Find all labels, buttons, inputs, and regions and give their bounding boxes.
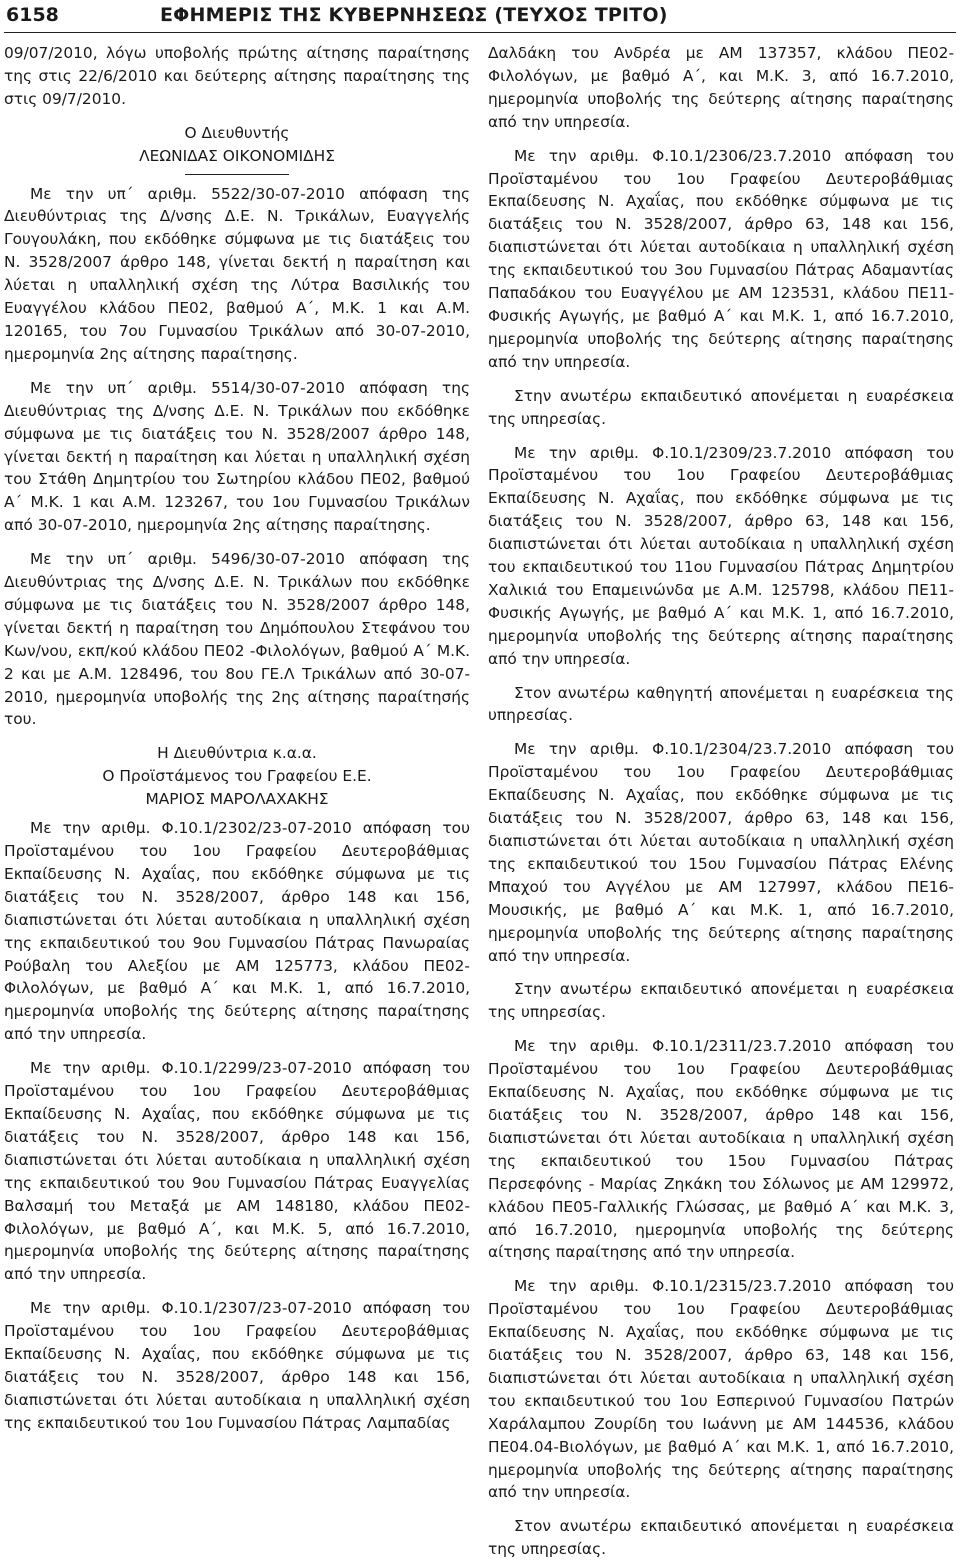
signature-line: Η Διευθύντρια κ.α.α.: [157, 744, 317, 763]
decision-paragraph: Με την αριθμ. Φ.10.1/2311/23.7.2010 απόφαση του Προϊσταμένου του 1ου Γραφείου Δευτεροβάθμιας Εκπαίδευσης Ν. Αχαΐας, που εκδόθηκε σύμφωνα με τις διατάξεις του Ν. 3528/2007, άρθρο 148 και 156, διαπιστώνεται ότι λύεται αυτοδίκαια η υπαλληλική σχέση της εκπαιδευτικού του 15ου Γυμνασίου Πάτρας Περσεφόνης - Μαρίας Ζηκάκη του Σόλωνος με ΑΜ 129972, κλάδου ΠΕ05-Γαλλικής Γλώσσας, με βαθμό Α΄ και Μ.Κ. 3, από 16.7.2010, ημερομηνία υποβολής της δεύτερης αίτησης παραίτησης από την υπηρεσία.: [488, 1037, 954, 1262]
page-header: [0, 0, 960, 34]
commendation-paragraph: Στην ανωτέρω εκπαιδευτικό απονέμεται η ευαρέσκεια της υπηρεσίας.: [488, 386, 954, 428]
signature-title: Ο Διευθυντής: [184, 123, 290, 142]
decision-paragraph: Με την αριθμ. Φ.10.1/2309/23.7.2010 απόφαση του Προϊσταμένου του 1ου Γραφείου Δευτεροβάθμιας Εκπαίδευσης Ν. Αχαΐας, που εκδόθηκε σύμφωνα με τις διατάξεις του Ν. 3528/2007, άρθρο 63, 148 και 156, διαπιστώνεται ότι λύεται αυτοδίκαια η υπαλληλική σχέση του εκπαιδευτικού του 11ου Γυμνασίου Πάτρας Δημητρίου Χαλικιά του Επαμεινώνδα με Α.Μ. 125798, κλάδου ΠΕ11-Φυσικής Αγωγής, με βαθμό Α΄ και Μ.Κ. 1, από 16.7.2010, ημερομηνία υποβολής της δεύτερης αίτησης παραίτησης από την υπηρεσία.: [488, 443, 954, 668]
decision-paragraph: Με την αριθμ. Φ.10.1/2307/23-07-2010 απόφαση του Προϊσταμένου του 1ου Γραφείου Δευτεροβάθμιας Εκπαίδευσης Ν. Αχαΐας, που εκδόθηκε σύμφωνα με τις διατάξεις του Ν. 3528/2007, άρθρο 148 και 156, διαπιστώνεται ότι λύεται αυτοδίκαια η υπαλληλική σχέση της εκπαιδευτικού του 1ου Γυμνασίου Πάτρας Λαμπαδίας: [4, 1299, 470, 1432]
commendation-paragraph: Στον ανωτέρω καθηγητή απονέμεται η ευαρέσκεια της υπηρεσίας.: [488, 683, 954, 725]
gazette-title: ΕΦΗΜΕΡΙΣ ΤΗΣ ΚΥΒΕΡΝΗΣΕΩΣ (ΤΕΥΧΟΣ ΤΡΙΤΟ): [160, 4, 668, 26]
section-divider: [185, 174, 289, 175]
commendation-paragraph: Στον ανωτέρω εκπαιδευτικό απονέμεται η ευαρέσκεια της υπηρεσίας.: [488, 1517, 954, 1559]
left-column: [4, 42, 470, 1446]
decision-paragraph: Με την αριθμ. Φ.10.1/2302/23-07-2010 απόφαση του Προϊσταμένου του 1ου Γραφείου Δευτεροβάθμιας Εκπαίδευσης Ν. Αχαΐας, που εκδόθηκε σύμφωνα με τις διατάξεις του Ν. 3528/2007, άρθρο 148 και 156, διαπιστώνεται ότι λύεται αυτοδίκαια η υπαλληλική σχέση της εκπαιδευτικού του 9ου Γυμνασίου Πάτρας Πανωραίας Ρούβαλη του Αλεξίου με ΑΜ 125773, κλάδου ΠΕ02-Φιλολόγων, με βαθμό Α΄ και Μ.Κ. 1, από 16.7.2010, ημερομηνία υποβολής της δεύτερης αίτησης παραίτησης από την υπηρεσία.: [4, 819, 470, 1044]
decision-paragraph: Με την αριθμ. Φ.10.1/2306/23.7.2010 απόφαση του Προϊσταμένου του 1ου Γραφείου Δευτεροβάθμιας Εκπαίδευσης Ν. Αχαΐας, που εκδόθηκε σύμφωνα με τις διατάξεις του Ν. 3528/2007, άρθρο 63, 148 και 156, διαπιστώνεται ότι λύεται αυτοδίκαια η υπαλληλική σχέση της εκπαιδευτικού του 3ου Γυμνασίου Πάτρας Αδαμαντίας Παπαδάκου του Ευαγγέλου με ΑΜ 123531, κλάδου ΠΕ11-Φυσικής Αγωγής, με βαθμό Α΄ και Μ.Κ. 1, από 16.7.2010, ημερομηνία υποβολής της δεύτερης αίτησης παραίτησης από την υπηρεσία.: [488, 146, 954, 371]
decision-paragraph: Δαλδάκη του Ανδρέα με ΑΜ 137357, κλάδου ΠΕ02-Φιλολόγων, με βαθμό Α΄, και Μ.Κ. 3, από 16.7.2010, ημερομηνία υποβολής της δεύτερης αίτησης παραίτησης από την υπηρεσία.: [488, 44, 954, 131]
decision-paragraph: Με την υπ΄ αριθμ. 5496/30-07-2010 απόφαση της Διευθύντριας της Δ/νσης Δ.Ε. Ν. Τρικάλων που εκδόθηκε σύμφωνα με τις διατάξεις του Ν. 3528/2007 άρθρο 148, γίνεται δεκτή η παραίτηση του Δημόπουλου Στεφάνου του Κων/νου, εκπ/κού κλάδου ΠΕ02 -Φιλολόγων, βαθμού Α΄ Μ.Κ. 2 και με Α.Μ. 128496, του 8ου ΓΕ.Λ Τρικάλων από 30-07-2010, ημερομηνία υποβολής της 2ης αίτησης παραίτησής του.: [4, 550, 470, 729]
decision-paragraph: Με την αριθμ. Φ.10.1/2315/23.7.2010 απόφαση του Προϊσταμένου του 1ου Γραφείου Δευτεροβάθμιας Εκπαίδευσης Ν. Αχαΐας, που εκδόθηκε σύμφωνα με τις διατάξεις του Ν. 3528/2007, άρθρο 63, 148 και 156, διαπιστώνεται ότι λύεται αυτοδίκαια η υπαλληλική σχέση του εκπαιδευτικού του 1ου Εσπερινού Γυμνασίου Πατρών Χαράλαμπου Ζουρίδη του Ιωάννη με ΑΜ 144536, κλάδου ΠΕ04.04-Βιολόγων, με βαθμό Α΄ και Μ.Κ. 1, από 16.7.2010, ημερομηνία υποβολής της δεύτερης αίτησης παραίτησης από την υπηρεσία.: [488, 1277, 954, 1502]
decision-paragraph: Με την υπ΄ αριθμ. 5522/30-07-2010 απόφαση της Διευθύντριας της Δ/νσης Δ.Ε. Ν. Τρικάλων, Ευαγγελής Γουγουλάκη, που εκδόθηκε σύμφωνα με τις διατάξεις του Ν. 3528/2007 άρθρο 148, γίνεται δεκτή η παραίτηση και λύεται η υπαλληλική σχέση της Λύτρα Βασιλικής του Ευαγγέλου κλάδου ΠΕ02, βαθμού Α΄, Μ.Κ. 1 και Α.Μ. 120165, του 7ου Γυμνασίου Τρικάλων από 30-07-2010, ημερομηνία 2ης αίτησης παραίτησης.: [4, 184, 470, 363]
decision-paragraph: Με την αριθμ. Φ.10.1/2299/23-07-2010 απόφαση του Προϊσταμένου του 1ου Γραφείου Δευτεροβάθμιας Εκπαίδευσης Ν. Αχαΐας, που εκδόθηκε σύμφωνα με τις διατάξεις του Ν. 3528/2007, άρθρο 148 και 156, διαπιστώνεται ότι λύεται αυτοδίκαια η υπαλληλική σχέση της εκπαιδευτικού του 9ου Γυμνασίου Πάτρας Ευαγγελίας Βαλσαμή του Μεταξά με ΑΜ 148180, κλάδου ΠΕ02-Φιλολόγων, με βαθμό Α΄, και Μ.Κ. 5, από 16.7.2010, ημερομηνία υποβολής της δεύτερης αίτησης παραίτησης από την υπηρεσία.: [4, 1059, 470, 1284]
header-rule: [4, 32, 956, 33]
decision-paragraph: Με την αριθμ. Φ.10.1/2304/23.7.2010 απόφαση του Προϊσταμένου του 1ου Γραφείου Δευτεροβάθμιας Εκπαίδευσης Ν. Αχαΐας, που εκδόθηκε σύμφωνα με τις διατάξεις του Ν. 3528/2007, άρθρο 63, 148 και 156, διαπιστώνεται ότι λύεται αυτοδίκαια η υπαλληλική σχέση της εκπαιδευτικού του 15ου Γυμνασίου Πάτρας Ελένης Μπαχού του Αγγέλου με ΑΜ 127997, κλάδου ΠΕ16-Μουσικής, με βαθμό Α΄ και Μ.Κ. 1, από 16.7.2010, ημερομηνία υποβολής της δεύτερης αίτησης παραίτησης από την υπηρεσία.: [488, 740, 954, 965]
signature-line: Ο Προϊστάμενος του Γραφείου Ε.Ε.: [102, 767, 372, 786]
right-column: [488, 42, 954, 1561]
commendation-paragraph: Στην ανωτέρω εκπαιδευτικό απονέμεται η ευαρέσκεια της υπηρεσίας.: [488, 980, 954, 1022]
page-number: 6158: [6, 4, 59, 26]
signature-name: ΛΕΩΝΙΔΑΣ ΟΙΚΟΝΟΜΙΔΗΣ: [139, 146, 335, 165]
decision-paragraph: Με την υπ΄ αριθμ. 5514/30-07-2010 απόφαση της Διευθύντριας της Δ/νσης Δ.Ε. Ν. Τρικάλων που εκδόθηκε σύμφωνα με τις διατάξεις του Ν. 3528/2007 άρθρο 148, γίνεται δεκτή η παραίτηση και λύεται η υπαλληλική σχέση του Στάθη Δημητρίου του Σωτηρίου κλάδου ΠΕ02, βαθμού Α΄ Μ.Κ. 1 και Α.Μ. 123267, του 1ου Γυμνασίου Τρικάλων από 30-07-2010, ημερομηνία 2ης αίτησης παραίτησης.: [4, 378, 470, 535]
signature-name: ΜΑΡΙΟΣ ΜΑΡΟΛΑΧΑΚΗΣ: [145, 790, 329, 809]
intro-paragraph: 09/07/2010, λόγω υποβολής πρώτης αίτησης παραίτησης της στις 22/6/2010 και δεύτερης αίτησης παραίτησης της στις 09/7/2010.: [4, 44, 470, 108]
